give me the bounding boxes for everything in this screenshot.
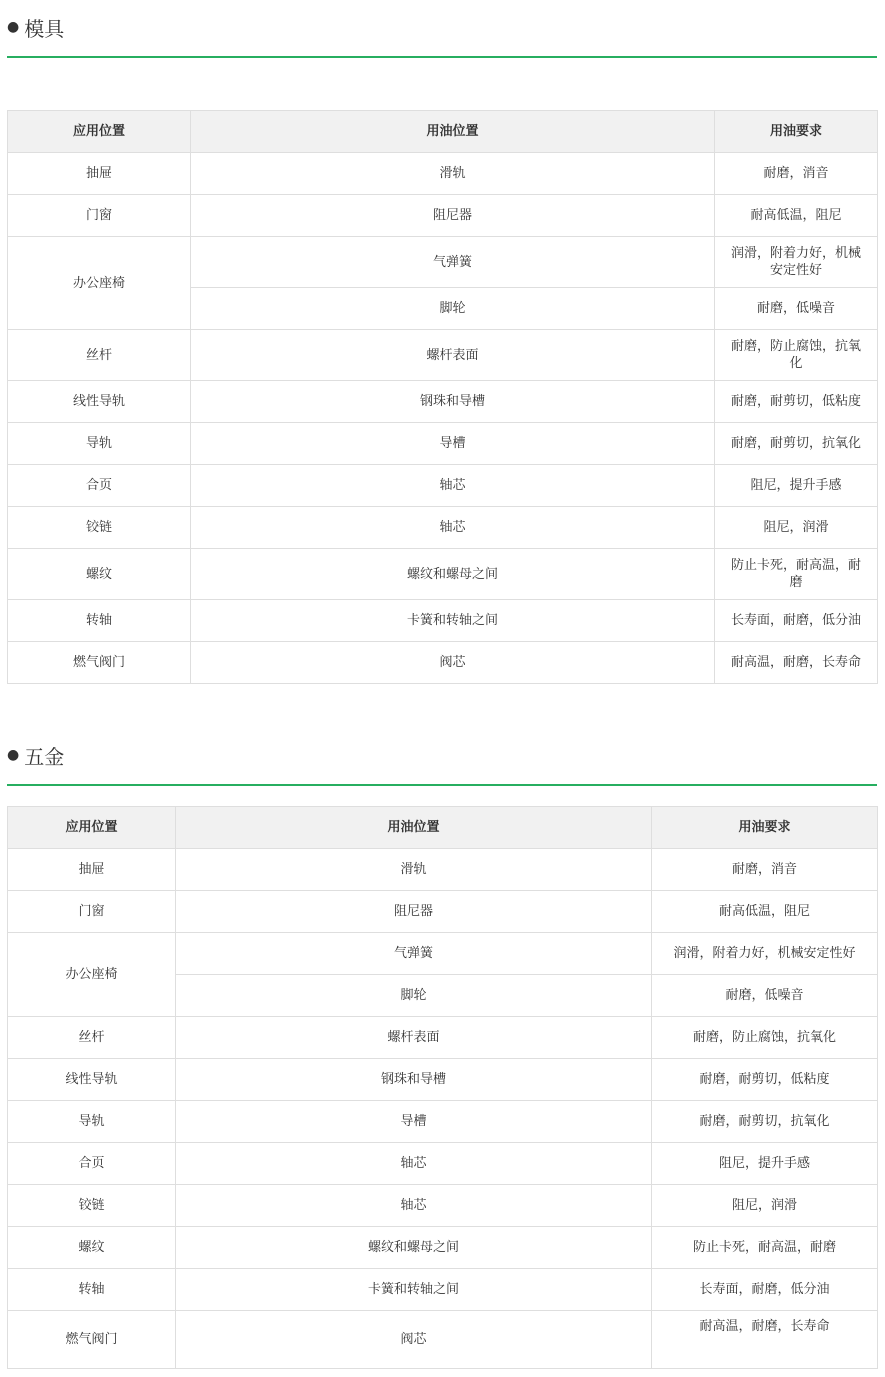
cell-requirement: 耐磨，耐剪切，抗氧化: [652, 1101, 878, 1143]
cell-oil-position: 阀芯: [191, 642, 715, 684]
table-row: [8, 465, 878, 507]
cell-requirement: 耐磨，防止腐蚀，抗氧化: [715, 330, 878, 381]
table-header-row: [8, 111, 878, 153]
cell-position: 办公座椅: [8, 237, 191, 330]
cell-position: 线性导轨: [8, 381, 191, 423]
table-row: [8, 891, 878, 933]
cell-oil-position: 轴芯: [176, 1143, 652, 1185]
cell-oil-position: 螺杆表面: [191, 330, 715, 381]
cell-requirement: 阻尼，润滑: [715, 507, 878, 549]
cell-position: 转轴: [8, 600, 191, 642]
header-requirement: 用油要求: [652, 807, 878, 849]
table-row: [8, 1311, 878, 1369]
cell-requirement: 耐磨，消音: [652, 849, 878, 891]
header-oil-position: 用油位置: [191, 111, 715, 153]
cell-requirement: 阻尼，提升手感: [652, 1143, 878, 1185]
cell-oil-position: 钢珠和导槽: [191, 381, 715, 423]
section-title: 模具: [24, 16, 65, 41]
cell-oil-position: 滑轨: [176, 849, 652, 891]
table-row: [8, 153, 878, 195]
table-row: [8, 1269, 878, 1311]
table-row: [8, 600, 878, 642]
section-header: [7, 728, 877, 786]
cell-oil-position: 轴芯: [191, 465, 715, 507]
table-row: [8, 507, 878, 549]
table-row: [8, 1185, 878, 1227]
cell-requirement: 耐磨，低噪音: [652, 975, 878, 1017]
table-row: [8, 423, 878, 465]
cell-requirement: 防止卡死，耐高温，耐磨: [652, 1227, 878, 1269]
cell-requirement: 阻尼，提升手感: [715, 465, 878, 507]
cell-position: 抽屉: [8, 153, 191, 195]
cell-position: 门窗: [8, 195, 191, 237]
header-position: 应用位置: [8, 111, 191, 153]
table-row: [8, 642, 878, 684]
cell-oil-position: 阀芯: [176, 1311, 652, 1369]
table-row: [8, 1017, 878, 1059]
table-row: [8, 1101, 878, 1143]
cell-requirement: 耐高低温，阻尼: [652, 891, 878, 933]
cell-position: 导轨: [8, 1101, 176, 1143]
cell-oil-position: 阻尼器: [191, 195, 715, 237]
cell-requirement: 耐高低温，阻尼: [715, 195, 878, 237]
bullet-icon: ●: [7, 19, 20, 35]
cell-requirement: 润滑，附着力好，机械安定性好: [652, 933, 878, 975]
table-row: [8, 237, 878, 288]
table-row: [8, 549, 878, 600]
cell-requirement: 防止卡死，耐高温，耐磨: [715, 549, 878, 600]
cell-oil-position: 卡簧和转轴之间: [176, 1269, 652, 1311]
cell-oil-position: 导槽: [191, 423, 715, 465]
cell-position: 丝杆: [8, 1017, 176, 1059]
table-row: [8, 1059, 878, 1101]
table-header-row: [8, 807, 878, 849]
cell-oil-position: 螺纹和螺母之间: [191, 549, 715, 600]
cell-requirement: 耐磨，耐剪切，抗氧化: [715, 423, 878, 465]
cell-position: 螺纹: [8, 1227, 176, 1269]
cell-requirement: 耐磨，消音: [715, 153, 878, 195]
table-row: [8, 1143, 878, 1185]
section-title: 五金: [24, 744, 65, 769]
table-row: [8, 849, 878, 891]
oil-application-table: [7, 110, 878, 684]
cell-position: 燃气阀门: [8, 1311, 176, 1369]
cell-oil-position: 螺杆表面: [176, 1017, 652, 1059]
cell-position: 导轨: [8, 423, 191, 465]
cell-position: 燃气阀门: [8, 642, 191, 684]
cell-position: 铰链: [8, 507, 191, 549]
header-position: 应用位置: [8, 807, 176, 849]
cell-oil-position: 钢珠和导槽: [176, 1059, 652, 1101]
section-header: [7, 0, 877, 58]
table-row: [8, 933, 878, 975]
cell-position: 办公座椅: [8, 933, 176, 1017]
cell-oil-position: 轴芯: [176, 1185, 652, 1227]
cell-position: 铰链: [8, 1185, 176, 1227]
header-requirement: 用油要求: [715, 111, 878, 153]
cell-position: 门窗: [8, 891, 176, 933]
cell-requirement: 润滑，附着力好，机械安定性好: [715, 237, 878, 288]
cell-oil-position: 气弹簧: [176, 933, 652, 975]
cell-requirement: 耐磨，防止腐蚀，抗氧化: [652, 1017, 878, 1059]
cell-requirement: 阻尼，润滑: [652, 1185, 878, 1227]
table-row: [8, 330, 878, 381]
cell-position: 转轴: [8, 1269, 176, 1311]
cell-requirement: 耐磨，低噪音: [715, 288, 878, 330]
oil-application-table: [7, 806, 878, 1369]
cell-position: 合页: [8, 465, 191, 507]
cell-requirement: 耐磨，耐剪切，低粘度: [652, 1059, 878, 1101]
cell-oil-position: 螺纹和螺母之间: [176, 1227, 652, 1269]
cell-requirement: 耐磨，耐剪切，低粘度: [715, 381, 878, 423]
cell-requirement: 长寿面，耐磨，低分油: [715, 600, 878, 642]
cell-position: 合页: [8, 1143, 176, 1185]
cell-requirement: 长寿面，耐磨，低分油: [652, 1269, 878, 1311]
header-oil-position: 用油位置: [176, 807, 652, 849]
cell-oil-position: 卡簧和转轴之间: [191, 600, 715, 642]
cell-oil-position: 气弹簧: [191, 237, 715, 288]
cell-position: 螺纹: [8, 549, 191, 600]
cell-oil-position: 脚轮: [176, 975, 652, 1017]
bullet-icon: ●: [7, 747, 20, 763]
cell-oil-position: 导槽: [176, 1101, 652, 1143]
cell-requirement: 耐高温，耐磨，长寿命: [715, 642, 878, 684]
cell-position: 丝杆: [8, 330, 191, 381]
cell-oil-position: 脚轮: [191, 288, 715, 330]
cell-position: 线性导轨: [8, 1059, 176, 1101]
cell-oil-position: 阻尼器: [176, 891, 652, 933]
cell-requirement: 耐高温，耐磨，长寿命: [652, 1311, 878, 1369]
cell-oil-position: 滑轨: [191, 153, 715, 195]
table-row: [8, 381, 878, 423]
section-hardware: [7, 728, 877, 1347]
cell-position: 抽屉: [8, 849, 176, 891]
table-row: [8, 1227, 878, 1269]
cell-oil-position: 轴芯: [191, 507, 715, 549]
table-row: [8, 195, 878, 237]
section-mold: [7, 0, 877, 670]
